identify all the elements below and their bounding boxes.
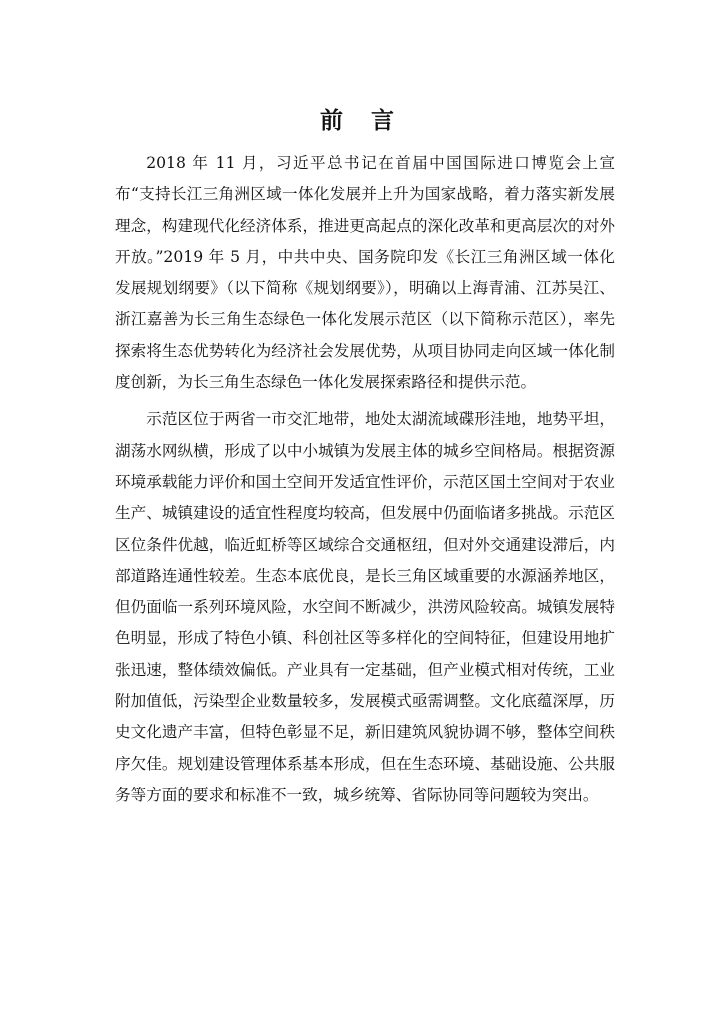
paragraph-2: 示范区位于两省一市交汇地带，地处太湖流域碟形洼地，地势平坦，湖荡水网纵横，形成了以中小城镇为发展主体的城乡空间格局。根据资源环境承载能力评价和国土空间开发适宜性评价，示范区国土空间对于农业生产、城镇建设的适宜性程度均较高，但发展中仍面临诸多挑战。示范区区位条件优越，临近虹桥等区域综合交通枢纽，但对外交通建设滞后，内部道路连通性较差。生态本底优良，是长三角区域重要的水源涵养地区，但仍面临一系列环境风险，水空间不断减少，洪涝风险较高。城镇发展特色明显，形成了特色小镇、科创社区等多样化的空间特征，但建设用地扩张迅速，整体绩效偏低。产业具有一定基础，但产业模式相对传统，工业附加值低，污染型企业数量较多，发展模式亟需调整。文化底蕴深厚，历史文化遗产丰富，但特色彰显不足，新旧建筑风貌协调不够，整体空间秩序欠佳。规划建设管理体系基本形成，但在生态环境、基础设施、公共服务等方面的要求和标准不一致，城乡统筹、省际协同等问题较为突出。 xyxy=(115,410,615,804)
page-title: 前 言 xyxy=(319,108,404,134)
paragraph-1: 2018 年 11 月，习近平总书记在首届中国国际进口博览会上宣布“支持长江三角洲区域一体化发展并上升为国家战略，着力落实新发展理念，构建现代化经济体系，推进更高起点的深化改革和更高层次的对外开放。”2019 年 5 月，中共中央、国务院印发《长江三角洲区域一体化发展规划纲要》（以下简称《规划纲要》），明确以上海青浦、江苏吴江、浙江嘉善为长三角生态绿色一体化发展示范区（以下简称示范区），率先探索将生态优势转化为经济社会发展优势，从项目协同走向区域一体化制度创新，为长三角生态绿色一体化发展探索路径和提供示范。 xyxy=(115,154,615,392)
body-text xyxy=(115,148,615,817)
